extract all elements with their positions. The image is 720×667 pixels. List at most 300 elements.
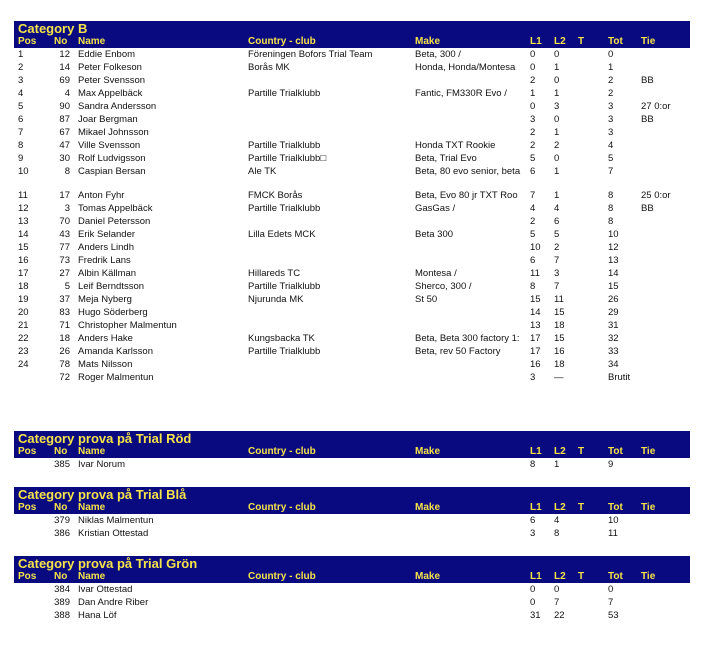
column-header-l2: L2 bbox=[554, 36, 566, 47]
cell-make: Montesa / bbox=[415, 268, 457, 279]
cell-tot: 12 bbox=[608, 242, 619, 253]
cell-tot: 2 bbox=[608, 75, 614, 86]
column-header-tie: Tie bbox=[641, 36, 656, 47]
cell-tie: 25 0:or bbox=[641, 190, 671, 201]
cell-l1: 3 bbox=[530, 372, 536, 383]
cell-pos: 20 bbox=[18, 307, 29, 318]
cell-club: Partille Trialklubb bbox=[248, 140, 321, 151]
cell-l2: 16 bbox=[554, 346, 565, 357]
cell-no: 14 bbox=[59, 62, 70, 73]
cell-tot: 29 bbox=[608, 307, 619, 318]
cell-name: Albin Källman bbox=[78, 268, 137, 279]
column-header-l2: L2 bbox=[554, 571, 566, 582]
result-row bbox=[14, 165, 690, 178]
cell-tot: Brutit bbox=[608, 372, 631, 383]
cell-l1: 17 bbox=[530, 333, 541, 344]
cell-l2: 1 bbox=[554, 190, 560, 201]
result-row bbox=[14, 458, 690, 471]
cell-pos: 23 bbox=[18, 346, 29, 357]
cell-tot: 0 bbox=[608, 584, 614, 595]
cell-club: Hillareds TC bbox=[248, 268, 301, 279]
cell-pos: 7 bbox=[18, 127, 24, 138]
cell-l2: 4 bbox=[554, 203, 560, 214]
cell-l1: 0 bbox=[530, 49, 536, 60]
cell-tie: BB bbox=[641, 203, 654, 214]
column-header-make: Make bbox=[415, 502, 441, 513]
cell-no: 43 bbox=[59, 229, 70, 240]
cell-pos: 2 bbox=[18, 62, 24, 73]
cell-club: Partille Trialklubb□ bbox=[248, 153, 327, 164]
column-header-l2: L2 bbox=[554, 502, 566, 513]
cell-tot: 0 bbox=[608, 49, 614, 60]
result-row bbox=[14, 527, 690, 540]
cell-make: Beta, Evo 80 jr TXT Roo bbox=[415, 190, 518, 201]
section-header-band bbox=[14, 556, 690, 583]
cell-l1: 15 bbox=[530, 294, 541, 305]
cell-name: Amanda Karlsson bbox=[78, 346, 153, 357]
cell-name: Rolf Ludvigsson bbox=[78, 153, 146, 164]
column-header-pos: Pos bbox=[18, 36, 37, 47]
cell-pos: 17 bbox=[18, 268, 29, 279]
section-header-band bbox=[14, 21, 690, 48]
column-header-make: Make bbox=[415, 446, 441, 457]
cell-make: Honda, Honda/Montesa bbox=[415, 62, 516, 73]
section-title: Category prova på Trial Röd bbox=[18, 431, 192, 446]
result-row bbox=[14, 583, 690, 596]
cell-name: Mats Nilsson bbox=[78, 359, 133, 370]
column-header-tie: Tie bbox=[641, 446, 656, 457]
cell-club: Lilla Edets MCK bbox=[248, 229, 316, 240]
column-header-tot: Tot bbox=[608, 446, 623, 457]
cell-pos: 6 bbox=[18, 114, 24, 125]
cell-l2: 0 bbox=[554, 75, 560, 86]
cell-make: Beta, Beta 300 factory 1: bbox=[415, 333, 520, 344]
column-header-row bbox=[14, 502, 690, 514]
cell-tot: 32 bbox=[608, 333, 619, 344]
cell-club: Partille Trialklubb bbox=[248, 203, 321, 214]
result-row bbox=[14, 100, 690, 113]
cell-tot: 1 bbox=[608, 62, 614, 73]
cell-no: 26 bbox=[59, 346, 70, 357]
result-row bbox=[14, 345, 690, 358]
cell-tot: 3 bbox=[608, 127, 614, 138]
cell-name: Sandra Andersson bbox=[78, 101, 157, 112]
result-row bbox=[14, 139, 690, 152]
cell-l1: 8 bbox=[530, 459, 536, 470]
column-header-l1: L1 bbox=[530, 36, 542, 47]
cell-l2: 11 bbox=[554, 294, 564, 305]
cell-l1: 14 bbox=[530, 307, 541, 318]
column-header-pos: Pos bbox=[18, 571, 37, 582]
cell-name: Mikael Johnsson bbox=[78, 127, 149, 138]
cell-tot: 3 bbox=[608, 114, 614, 125]
column-header-make: Make bbox=[415, 571, 441, 582]
cell-l1: 0 bbox=[530, 597, 536, 608]
result-row bbox=[14, 280, 690, 293]
cell-club: Föreningen Bofors Trial Team bbox=[248, 49, 373, 60]
column-header-name: Name bbox=[78, 502, 106, 513]
cell-l1: 4 bbox=[530, 203, 536, 214]
cell-no: 17 bbox=[59, 190, 70, 201]
cell-l2: 1 bbox=[554, 127, 560, 138]
cell-no: 71 bbox=[59, 320, 70, 331]
result-row bbox=[14, 596, 690, 609]
cell-club: Njurunda MK bbox=[248, 294, 304, 305]
result-row bbox=[14, 514, 690, 527]
column-header-club: Country - club bbox=[248, 36, 316, 47]
cell-no: 73 bbox=[59, 255, 70, 266]
column-header-row bbox=[14, 36, 690, 48]
column-header-row bbox=[14, 446, 690, 458]
cell-tot: 9 bbox=[608, 459, 614, 470]
column-header-no: No bbox=[54, 571, 68, 582]
cell-l2: 5 bbox=[554, 229, 560, 240]
cell-tot: 8 bbox=[608, 216, 614, 227]
cell-l2: 3 bbox=[554, 101, 560, 112]
result-row bbox=[14, 152, 690, 165]
column-header-tie: Tie bbox=[641, 571, 656, 582]
cell-pos: 1 bbox=[18, 49, 24, 60]
cell-name: Max Appelbäck bbox=[78, 88, 143, 99]
cell-name: Daniel Petersson bbox=[78, 216, 151, 227]
result-row bbox=[14, 293, 690, 306]
result-row bbox=[14, 113, 690, 126]
cell-l1: 16 bbox=[530, 359, 541, 370]
cell-no: 30 bbox=[59, 153, 70, 164]
cell-l1: 31 bbox=[530, 610, 541, 621]
cell-name: Joar Bergman bbox=[78, 114, 138, 125]
cell-l2: 15 bbox=[554, 307, 565, 318]
cell-no: 78 bbox=[59, 359, 70, 370]
column-header-pos: Pos bbox=[18, 502, 37, 513]
result-row bbox=[14, 126, 690, 139]
cell-name: Ivar Ottestad bbox=[78, 584, 133, 595]
section-title: Category prova på Trial Blå bbox=[18, 487, 187, 502]
cell-make: Beta, Trial Evo bbox=[415, 153, 477, 164]
column-header-tie: Tie bbox=[641, 502, 656, 513]
cell-l2: 0 bbox=[554, 584, 560, 595]
cell-no: 72 bbox=[59, 372, 70, 383]
cell-make: Honda TXT Rookie bbox=[415, 140, 496, 151]
cell-tie: BB bbox=[641, 114, 654, 125]
cell-name: Peter Svensson bbox=[78, 75, 146, 86]
cell-tot: 4 bbox=[608, 140, 614, 151]
cell-name: Leif Berndtsson bbox=[78, 281, 145, 292]
cell-no: 388 bbox=[54, 610, 70, 621]
result-row bbox=[14, 306, 690, 319]
cell-l1: 5 bbox=[530, 229, 536, 240]
cell-name: Peter Folkeson bbox=[78, 62, 142, 73]
cell-name: Eddie Enbom bbox=[78, 49, 136, 60]
cell-make: Beta, rev 50 Factory bbox=[415, 346, 501, 357]
cell-l2: 6 bbox=[554, 216, 560, 227]
column-header-t: T bbox=[578, 446, 585, 457]
cell-pos: 5 bbox=[18, 101, 24, 112]
cell-l2: 4 bbox=[554, 515, 560, 526]
cell-no: 12 bbox=[59, 49, 70, 60]
cell-name: Anders Hake bbox=[78, 333, 133, 344]
result-row bbox=[14, 87, 690, 100]
cell-tot: 11 bbox=[608, 528, 618, 539]
column-header-tot: Tot bbox=[608, 502, 623, 513]
cell-l2: 3 bbox=[554, 268, 560, 279]
cell-no: 27 bbox=[59, 268, 70, 279]
cell-no: 3 bbox=[64, 203, 70, 214]
cell-name: Roger Malmentun bbox=[78, 372, 154, 383]
cell-l1: 8 bbox=[530, 281, 536, 292]
cell-name: Fredrik Lans bbox=[78, 255, 131, 266]
cell-l2: 1 bbox=[554, 62, 560, 73]
cell-l1: 2 bbox=[530, 75, 536, 86]
cell-tot: 26 bbox=[608, 294, 619, 305]
row-gap bbox=[14, 178, 690, 189]
column-header-tot: Tot bbox=[608, 571, 623, 582]
cell-pos: 16 bbox=[18, 255, 29, 266]
cell-l2: 18 bbox=[554, 359, 565, 370]
cell-make: Beta, 300 / bbox=[415, 49, 461, 60]
cell-tot: 31 bbox=[608, 320, 619, 331]
cell-name: Christopher Malmentun bbox=[78, 320, 177, 331]
results-section bbox=[14, 21, 690, 384]
cell-make: Fantic, FM330R Evo / bbox=[415, 88, 507, 99]
cell-no: 386 bbox=[54, 528, 70, 539]
cell-tot: 8 bbox=[608, 190, 614, 201]
cell-no: 67 bbox=[59, 127, 70, 138]
section-header-band bbox=[14, 487, 690, 514]
cell-pos: 18 bbox=[18, 281, 29, 292]
cell-l2: 0 bbox=[554, 49, 560, 60]
cell-tot: 7 bbox=[608, 166, 614, 177]
cell-pos: 12 bbox=[18, 203, 29, 214]
cell-no: 389 bbox=[54, 597, 70, 608]
column-header-t: T bbox=[578, 36, 585, 47]
cell-tot: 14 bbox=[608, 268, 619, 279]
column-header-t: T bbox=[578, 571, 585, 582]
cell-pos: 21 bbox=[18, 320, 29, 331]
result-row bbox=[14, 61, 690, 74]
cell-l1: 3 bbox=[530, 114, 536, 125]
cell-l2: 8 bbox=[554, 528, 560, 539]
cell-make: GasGas / bbox=[415, 203, 456, 214]
section-title: Category B bbox=[18, 21, 88, 36]
cell-l1: 2 bbox=[530, 140, 536, 151]
cell-l1: 2 bbox=[530, 127, 536, 138]
column-header-no: No bbox=[54, 446, 68, 457]
cell-name: Caspian Bersan bbox=[78, 166, 146, 177]
column-header-row bbox=[14, 571, 690, 583]
cell-name: Anders Lindh bbox=[78, 242, 134, 253]
result-row bbox=[14, 189, 690, 202]
cell-name: Hana Löf bbox=[78, 610, 117, 621]
cell-tot: 7 bbox=[608, 597, 614, 608]
column-header-l2: L2 bbox=[554, 446, 566, 457]
column-header-t: T bbox=[578, 502, 585, 513]
cell-l2: 2 bbox=[554, 242, 560, 253]
result-row bbox=[14, 332, 690, 345]
cell-l2: 7 bbox=[554, 255, 560, 266]
cell-l1: 7 bbox=[530, 190, 536, 201]
cell-pos: 22 bbox=[18, 333, 29, 344]
cell-pos: 24 bbox=[18, 359, 29, 370]
cell-name: Niklas Malmentun bbox=[78, 515, 154, 526]
result-row bbox=[14, 74, 690, 87]
result-row bbox=[14, 358, 690, 371]
column-header-club: Country - club bbox=[248, 446, 316, 457]
cell-l1: 6 bbox=[530, 515, 536, 526]
cell-name: Ville Svensson bbox=[78, 140, 141, 151]
cell-l2: 1 bbox=[554, 166, 560, 177]
cell-tot: 10 bbox=[608, 515, 619, 526]
cell-name: Dan Andre Riber bbox=[78, 597, 149, 608]
cell-no: 8 bbox=[64, 166, 70, 177]
cell-tot: 15 bbox=[608, 281, 619, 292]
cell-pos: 8 bbox=[18, 140, 24, 151]
result-row bbox=[14, 267, 690, 280]
cell-pos: 19 bbox=[18, 294, 29, 305]
cell-make: Beta 300 bbox=[415, 229, 454, 240]
column-header-no: No bbox=[54, 36, 68, 47]
cell-l2: 7 bbox=[554, 281, 560, 292]
cell-tie: BB bbox=[641, 75, 654, 86]
cell-no: 18 bbox=[59, 333, 70, 344]
results-section bbox=[14, 431, 690, 471]
cell-pos: 14 bbox=[18, 229, 29, 240]
cell-no: 385 bbox=[54, 459, 70, 470]
section-title: Category prova på Trial Grön bbox=[18, 556, 198, 571]
cell-pos: 4 bbox=[18, 88, 24, 99]
results-section bbox=[14, 487, 690, 540]
cell-name: Kristian Ottestad bbox=[78, 528, 149, 539]
column-header-no: No bbox=[54, 502, 68, 513]
result-row bbox=[14, 254, 690, 267]
column-header-pos: Pos bbox=[18, 446, 37, 457]
cell-l2: 0 bbox=[554, 114, 560, 125]
cell-pos: 3 bbox=[18, 75, 24, 86]
cell-l2: 7 bbox=[554, 597, 560, 608]
cell-l2: 1 bbox=[554, 459, 560, 470]
cell-l1: 3 bbox=[530, 528, 536, 539]
cell-no: 37 bbox=[59, 294, 70, 305]
cell-club: Partille Trialklubb bbox=[248, 346, 321, 357]
cell-tot: 10 bbox=[608, 229, 619, 240]
cell-l1: 1 bbox=[530, 88, 536, 99]
cell-no: 47 bbox=[59, 140, 70, 151]
cell-club: Partille Trialklubb bbox=[248, 88, 321, 99]
cell-l2: 18 bbox=[554, 320, 565, 331]
cell-club: FMCK Borås bbox=[248, 190, 303, 201]
cell-no: 384 bbox=[54, 584, 70, 595]
column-header-l1: L1 bbox=[530, 446, 542, 457]
cell-pos: 13 bbox=[18, 216, 29, 227]
cell-tot: 5 bbox=[608, 153, 614, 164]
cell-name: Tomas Appelbäck bbox=[78, 203, 153, 214]
cell-tot: 34 bbox=[608, 359, 619, 370]
cell-tot: 53 bbox=[608, 610, 619, 621]
result-row bbox=[14, 319, 690, 332]
cell-l1: 10 bbox=[530, 242, 541, 253]
cell-make: St 50 bbox=[415, 294, 438, 305]
cell-tot: 13 bbox=[608, 255, 619, 266]
cell-name: Ivar Norum bbox=[78, 459, 125, 470]
result-row bbox=[14, 609, 690, 622]
cell-no: 379 bbox=[54, 515, 70, 526]
cell-l2: — bbox=[554, 372, 564, 383]
result-row bbox=[14, 228, 690, 241]
cell-no: 4 bbox=[64, 88, 70, 99]
cell-l1: 2 bbox=[530, 216, 536, 227]
cell-make: Sherco, 300 / bbox=[415, 281, 472, 292]
result-row bbox=[14, 241, 690, 254]
column-header-tot: Tot bbox=[608, 36, 623, 47]
cell-tot: 33 bbox=[608, 346, 619, 357]
cell-l1: 5 bbox=[530, 153, 536, 164]
column-header-make: Make bbox=[415, 36, 441, 47]
cell-tot: 3 bbox=[608, 101, 614, 112]
results-section bbox=[14, 556, 690, 622]
cell-name: Meja Nyberg bbox=[78, 294, 132, 305]
cell-make: Beta, 80 evo senior, beta bbox=[415, 166, 521, 177]
cell-no: 69 bbox=[59, 75, 70, 86]
cell-l1: 6 bbox=[530, 255, 536, 266]
result-row bbox=[14, 202, 690, 215]
column-header-l1: L1 bbox=[530, 571, 542, 582]
cell-no: 87 bbox=[59, 114, 70, 125]
column-header-name: Name bbox=[78, 36, 106, 47]
column-header-l1: L1 bbox=[530, 502, 542, 513]
cell-no: 90 bbox=[59, 101, 70, 112]
cell-club: Partille Trialklubb bbox=[248, 281, 321, 292]
column-header-club: Country - club bbox=[248, 571, 316, 582]
cell-tie: 27 0:or bbox=[641, 101, 671, 112]
cell-l1: 0 bbox=[530, 101, 536, 112]
cell-tot: 8 bbox=[608, 203, 614, 214]
cell-l1: 11 bbox=[530, 268, 540, 279]
result-row bbox=[14, 48, 690, 61]
column-header-name: Name bbox=[78, 571, 106, 582]
cell-name: Hugo Söderberg bbox=[78, 307, 148, 318]
cell-pos: 9 bbox=[18, 153, 24, 164]
column-header-name: Name bbox=[78, 446, 106, 457]
cell-l1: 6 bbox=[530, 166, 536, 177]
cell-l2: 0 bbox=[554, 153, 560, 164]
section-header-band bbox=[14, 431, 690, 458]
cell-l1: 0 bbox=[530, 62, 536, 73]
cell-l2: 2 bbox=[554, 140, 560, 151]
cell-l1: 13 bbox=[530, 320, 541, 331]
cell-club: Kungsbacka TK bbox=[248, 333, 315, 344]
result-row bbox=[14, 215, 690, 228]
cell-l2: 1 bbox=[554, 88, 560, 99]
cell-tot: 2 bbox=[608, 88, 614, 99]
cell-no: 5 bbox=[64, 281, 70, 292]
cell-club: Ale TK bbox=[248, 166, 277, 177]
cell-name: Anton Fyhr bbox=[78, 190, 125, 201]
column-header-club: Country - club bbox=[248, 502, 316, 513]
cell-l2: 22 bbox=[554, 610, 565, 621]
cell-l2: 15 bbox=[554, 333, 565, 344]
cell-l1: 17 bbox=[530, 346, 541, 357]
cell-no: 83 bbox=[59, 307, 70, 318]
cell-no: 70 bbox=[59, 216, 70, 227]
result-row bbox=[14, 371, 690, 384]
cell-pos: 10 bbox=[18, 166, 29, 177]
cell-l1: 0 bbox=[530, 584, 536, 595]
cell-name: Erik Selander bbox=[78, 229, 136, 240]
cell-no: 77 bbox=[59, 242, 70, 253]
cell-pos: 11 bbox=[18, 190, 28, 201]
cell-club: Borås MK bbox=[248, 62, 290, 73]
cell-pos: 15 bbox=[18, 242, 29, 253]
